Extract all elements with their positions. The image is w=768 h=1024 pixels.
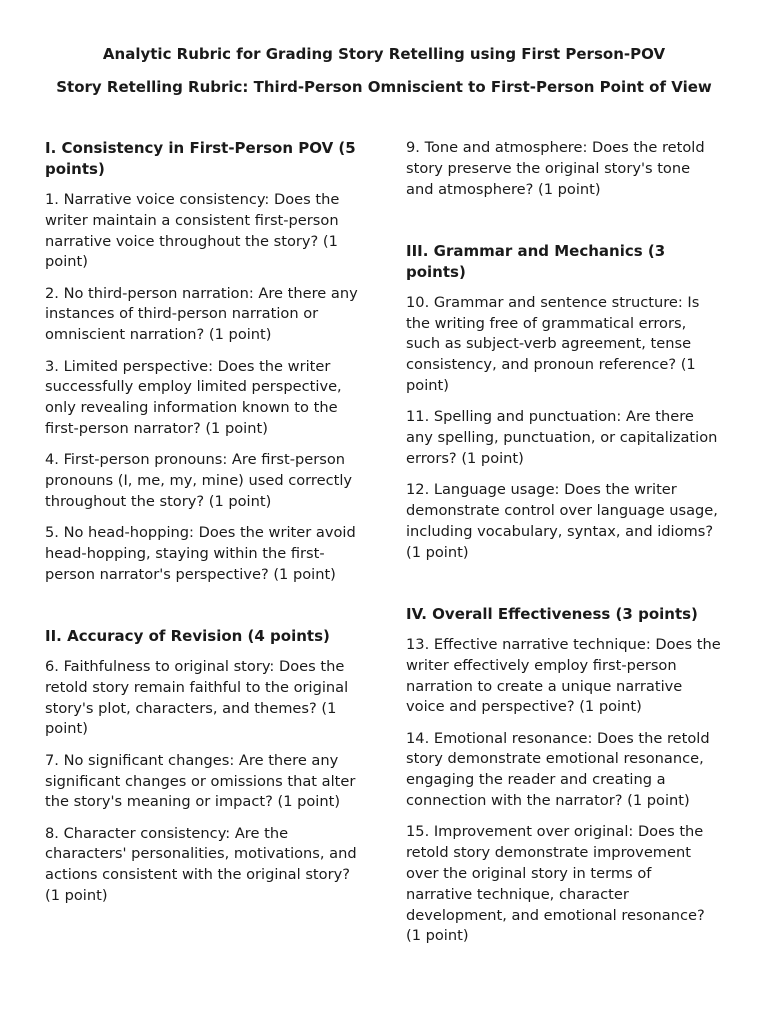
- rubric-item-11: 11. Spelling and punctuation: Are there any spelling, punctuation, or capitalization errors? (1 point): [406, 408, 718, 467]
- rubric-item-4: 4. First-person pronouns: Are first-person pronouns (I, me, my, mine) used correctly throughout the story? (1 point): [45, 451, 353, 510]
- rubric-item-12: 12. Language usage: Does the writer demonstrate control over language usage, including vocabulary, syntax, and idioms? (1 point): [406, 481, 718, 561]
- rubric-item-6: 6. Faithfulness to original story: Does the retold story remain faithful to the original story's plot, characters, and themes? (1 point): [45, 658, 349, 738]
- section-heading-accuracy: II. Accuracy of Revision (4 points): [45, 627, 330, 646]
- rubric-item-15: 15. Improvement over original: Does the retold story demonstrate improvement over the original story in terms of narrative technique, character development, and emotional resonance? (1 point): [406, 823, 705, 945]
- document-subtitle: Story Retelling Rubric: Third-Person Omniscient to First-Person Point of View: [56, 78, 712, 96]
- rubric-item-13: 13. Effective narrative technique: Does the writer effectively employ first-person narration to create a unique narrative voice and perspective? (1 point): [406, 635, 721, 716]
- left-column: [45, 138, 363, 917]
- rubric-item-7: 7. No significant changes: Are there any significant changes or omissions that alter the story's meaning or impact? (1 point): [45, 751, 356, 811]
- section-spacer: [406, 211, 722, 241]
- section-spacer: [45, 596, 363, 626]
- rubric-item-3: 3. Limited perspective: Does the writer successfully employ limited perspective, only revealing information known to the first-person narrator? (1 point): [45, 357, 342, 437]
- section-spacer: [406, 574, 722, 604]
- right-column: [406, 138, 722, 958]
- rubric-item-14: 14. Emotional resonance: Does the retold story demonstrate emotional resonance, engaging the reader and creating a connection with the narrator? (1 point): [406, 729, 710, 810]
- document-header: [0, 44, 768, 110]
- rubric-item-10: 10. Grammar and sentence structure: Is the writing free of grammatical errors, such as subject-verb agreement, tense consistency, and pronoun reference? (1 point): [406, 293, 700, 395]
- document-title: Analytic Rubric for Grading Story Retelling using First Person-POV: [102, 45, 666, 63]
- rubric-item-1: 1. Narrative voice consistency: Does the writer maintain a consistent first-person narrative voice throughout the story? (1 point): [45, 191, 340, 271]
- section-heading-effectiveness: IV. Overall Effectiveness (3 points): [406, 604, 698, 623]
- rubric-item-5: 5. No head-hopping: Does the writer avoid head-hopping, staying within the first-person narrator's perspective? (1 point): [45, 524, 356, 583]
- rubric-item-9: 9. Tone and atmosphere: Does the retold story preserve the original story's tone and atmosphere? (1 point): [406, 139, 705, 198]
- rubric-item-2: 2. No third-person narration: Are there any instances of third-person narration or omniscient narration? (1 point): [45, 284, 358, 344]
- section-heading-grammar: III. Grammar and Mechanics (3 points): [406, 241, 666, 281]
- rubric-item-8: 8. Character consistency: Are the characters' personalities, motivations, and actions consistent with the original story? (1 point): [45, 824, 357, 905]
- section-heading-consistency: I. Consistency in First-Person POV (5 points): [45, 139, 356, 178]
